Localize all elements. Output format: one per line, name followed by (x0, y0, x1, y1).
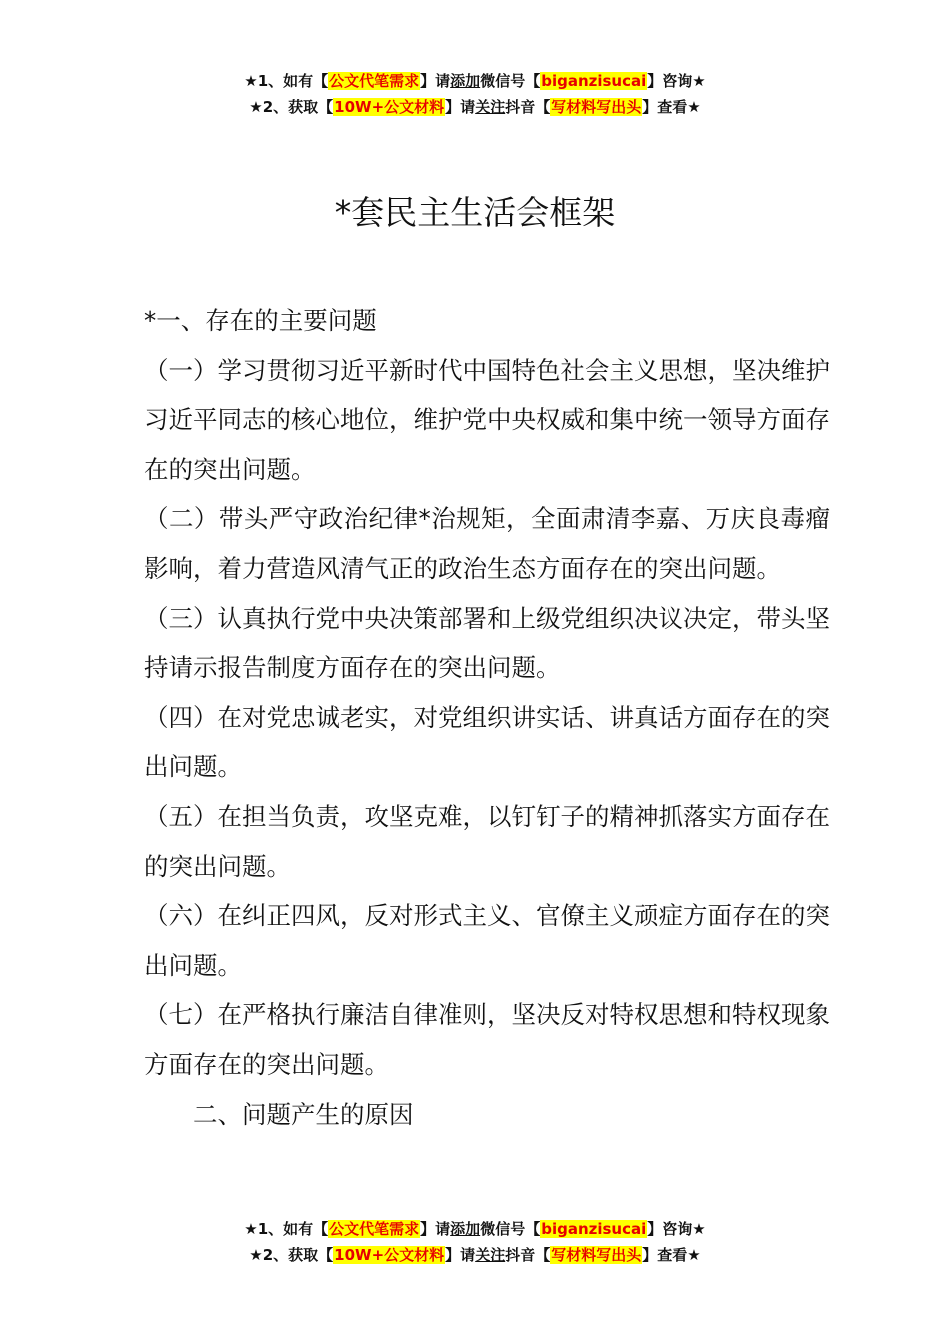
banner-line-2: ★2、获取【10W+公文材料】请关注抖音【写材料写出头】查看★ (249, 98, 701, 116)
banner-line-1: ★1、如有【公文代笔需求】请添加微信号【biganzisucai】咨询★ (244, 1220, 706, 1238)
star-icon: ★ (692, 72, 706, 90)
star-icon: ★ (244, 72, 258, 90)
document-body (144, 296, 830, 1139)
star-icon: ★ (692, 1220, 706, 1238)
footer-banner (0, 1216, 950, 1268)
paragraph-item-7: （七）在严格执行廉洁自律准则，坚决反对特权思想和特权现象方面存在的突出问题。 (144, 1000, 830, 1079)
paragraph-item-1: （一）学习贯彻习近平新时代中国特色社会主义思想，坚决维护习近平同志的核心地位，维护党中央权威和集中统一领导方面存在的突出问题。 (144, 355, 830, 484)
star-icon: ★ (244, 1220, 258, 1238)
paragraph-item-2: （二）带头严守政治纪律*治规矩，全面肃清李嘉、万庆良毒瘤影响，着力营造风清气正的政治生态方面存在的突出问题。 (144, 504, 830, 583)
section-heading-1: *一、存在的主要问题 (144, 306, 377, 335)
star-icon: ★ (687, 98, 701, 116)
document-title: *套民主生活会框架 (334, 193, 616, 232)
highlight-wechat-id: biganzisucai (541, 1220, 647, 1238)
highlight-service: 公文代笔需求 (329, 72, 420, 90)
highlight-douyin-account: 写材料写出头 (551, 1246, 642, 1264)
paragraph-item-6: （六）在纠正四风，反对形式主义、官僚主义顽症方面存在的突出问题。 (144, 901, 830, 980)
highlight-douyin-account: 写材料写出头 (551, 98, 642, 116)
section-heading-2: 二、问题产生的原因 (193, 1099, 414, 1129)
paragraph-item-4: （四）在对党忠诚老实，对党组织讲实话、讲真话方面存在的突出问题。 (144, 702, 830, 782)
banner-line-2: ★2、获取【10W+公文材料】请关注抖音【写材料写出头】查看★ (249, 1246, 701, 1264)
header-banner (0, 68, 950, 120)
paragraph-item-5: （五）在担当负责，攻坚克难，以钉钉子的精神抓落实方面存在的突出问题。 (144, 801, 830, 881)
banner-line-1: ★1、如有【公文代笔需求】请添加微信号【biganzisucai】咨询★ (244, 72, 706, 90)
highlight-materials: 10W+公文材料 (334, 98, 445, 116)
star-icon: ★ (687, 1246, 701, 1264)
highlight-service: 公文代笔需求 (329, 1220, 420, 1238)
star-icon: ★ (249, 98, 263, 116)
highlight-wechat-id: biganzisucai (541, 72, 647, 90)
highlight-materials: 10W+公文材料 (334, 1246, 445, 1264)
star-icon: ★ (249, 1246, 263, 1264)
paragraph-item-3: （三）认真执行党中央决策部署和上级党组织决议决定，带头坚持请示报告制度方面存在的突出问题。 (144, 603, 830, 683)
